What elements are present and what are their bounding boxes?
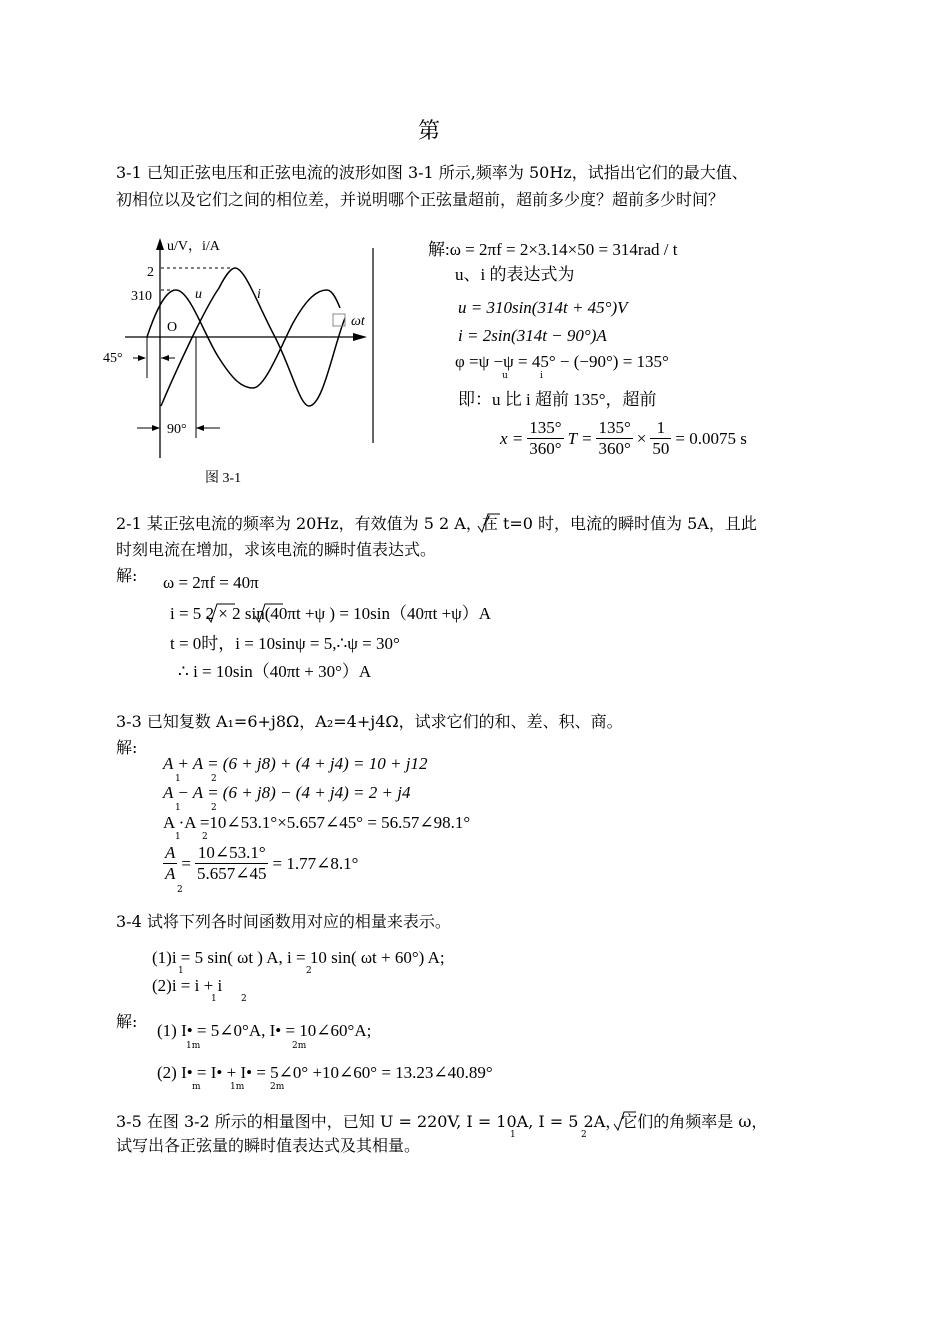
sub-2m-a: 2m	[292, 1041, 307, 1051]
frac-2	[596, 418, 632, 459]
sol-3-1-phase-diff: φ =ψ −ψ = 45° − (−90°) = 135°	[455, 352, 669, 371]
mid-T: T =	[567, 428, 593, 448]
quot-den: 5.657∠45	[196, 864, 267, 883]
sub-g1: 1	[211, 994, 217, 1004]
frac-1-den: 360°	[529, 439, 562, 458]
problem-2-1-line2: 时刻电流在增加，求该电流的瞬时值表达式。	[116, 540, 437, 559]
problem-2-1-line1: 2-1 某正弦电流的频率为 20Hz，有效值为 5 2 A，在 t=0 时，电流的瞬时值为 5A，且此	[116, 514, 757, 533]
sub-g2: 2	[241, 994, 247, 1004]
sub-1b: 1	[175, 803, 181, 813]
sol-3-1-intro: u、i 的表达式为	[455, 265, 575, 284]
figure-3-1	[95, 228, 395, 493]
quot-num: 10∠53.1°	[195, 843, 269, 864]
sol-2-1-eq3: t = 0时，i = 10sinψ = 5,∴ψ = 30°	[170, 634, 400, 653]
time-result: = 0.0075 s	[675, 428, 747, 448]
x-lhs: x =	[500, 428, 524, 448]
quot-lhs-num: A	[165, 843, 176, 862]
frac-2-den: 360°	[598, 439, 631, 458]
sub-m: m	[192, 1082, 201, 1092]
sub-2m-b: 2m	[270, 1082, 285, 1092]
sol-3-1-omega: 解:ω = 2πf = 2×3.14×50 = 314rad / t	[428, 240, 678, 259]
sqrt-mark-2-1	[476, 512, 502, 536]
sol-2-1-eq1: ω = 2πf = 40π	[163, 573, 259, 592]
sol-2-1-eq2: i = 5 2 × 2 sin(40πt +ψ ) = 10sin（40πt +ψ）A	[170, 604, 492, 623]
p34-given2: (2)i = i + i	[152, 976, 223, 995]
y-axis-arrow	[156, 238, 164, 250]
sol-3-3-label: 解:	[116, 738, 138, 757]
sol-3-1-i-eq: i = 2sin(314t − 90°)A	[458, 326, 607, 345]
sol-3-1-lead: 即：u 比 i 超前 135°，超前	[458, 390, 657, 409]
axis-label: u/V，i/A	[167, 239, 220, 254]
sub-1a: 1	[175, 774, 181, 784]
sol-3-1-time-eq	[500, 418, 747, 459]
frac-1-num: 135°	[529, 418, 562, 437]
sol-3-3-diff: A − A = (6 + j8) − (4 + j4) = 2 + j4	[163, 783, 411, 802]
wt-label: ωt	[351, 314, 365, 329]
sub-1c: 1	[175, 832, 181, 842]
p34-ans1: (1) I• = 5∠0°A, I• = 10∠60°A;	[157, 1021, 372, 1040]
frac-3-den: 50	[652, 439, 670, 458]
quot-lhs-den: A	[165, 864, 176, 883]
sub-1m-a: 1m	[186, 1041, 201, 1051]
sub-2c: 2	[202, 832, 208, 842]
problem-3-5-line2: 试写出各正弦量的瞬时值表达式及其相量。	[116, 1136, 421, 1155]
frac-1	[527, 418, 563, 459]
problem-3-1-line1: 3-1 已知正弦电压和正弦电流的波形如图 3-1 所示,频率为 50Hz，试指出它们的最大值、	[116, 163, 748, 182]
sol-3-3-sum: A + A = (6 + j8) + (4 + j4) = 10 + j12	[163, 754, 428, 773]
sol-3-4-label: 解:	[116, 1012, 138, 1031]
frac-3	[650, 418, 671, 459]
p34-given1: (1)i = 5 sin( ωt ) A, i = 10 sin( ωt + 60°) A;	[152, 948, 445, 967]
problem-3-1-line2: 初相位以及它们之间的相位差，并说明哪个正弦量超前，超前多少度？超前多少时间？	[116, 190, 725, 209]
origin-label: O	[167, 320, 178, 335]
i-label: i	[257, 287, 261, 302]
quot-frac	[195, 843, 269, 884]
tick-2: 2	[147, 265, 154, 280]
sol-3-1-u-eq: u = 310sin(314t + 45°)V	[458, 298, 628, 317]
angle-45-label: 45°	[103, 351, 123, 366]
quot-rhs: = 1.77∠8.1°	[272, 853, 359, 873]
page-title: 第	[418, 119, 441, 144]
figure-caption: 图 3-1	[205, 471, 242, 486]
sub-1m-b: 1m	[230, 1082, 245, 1092]
angle-90-label: 90°	[167, 422, 187, 437]
sol-3-3-quotient: $\frac{A}{A}$ = $\frac{10\angle 53.1^\circ}{5.657\angle 45}$ = 1.77∠8.1°	[165, 843, 359, 883]
sub-I2: 2	[581, 1130, 587, 1140]
problem-3-4-line1: 3-4 试将下列各时间函数用对应的相量来表示。	[116, 912, 451, 931]
sol-3-3-prod: A ·A =10∠53.1°×5.657∠45° = 56.57∠98.1°	[163, 813, 471, 832]
sub-2a: 2	[211, 774, 217, 784]
sub-2d: 2	[177, 885, 183, 895]
times-sign: ×	[636, 428, 647, 448]
sub-i: i	[540, 371, 543, 381]
quot-lhs	[163, 843, 177, 884]
tick-310: 310	[131, 289, 152, 304]
frac-2-num: 135°	[598, 418, 631, 437]
u-label: u	[195, 287, 202, 302]
x-axis-arrow	[353, 333, 367, 341]
sol-2-1-eq4: ∴ i = 10sin（40πt + 30°）A	[178, 662, 372, 681]
sub-I1: 1	[510, 1130, 516, 1140]
sub-i1: 1	[178, 966, 184, 976]
sub-i2: 2	[306, 966, 312, 976]
problem-3-5-line1: 3-5 在图 3-2 所示的相量图中，已知 U = 220V, I = 10A, I = 5 2A，它们的角频率是 ω，	[116, 1112, 768, 1131]
frac-3-num: 1	[650, 418, 671, 439]
sub-u: u	[502, 371, 508, 381]
p34-ans2: (2) I• = I• + I• = 5∠0° +10∠60° = 13.23∠40.89°	[157, 1063, 493, 1082]
sqrt-mark-3-5	[612, 1110, 638, 1134]
problem-3-3-line1: 3-3 已知复数 A₁=6+j8Ω，A₂=4+j4Ω，试求它们的和、差、积、商。	[116, 712, 623, 731]
sub-2b: 2	[211, 803, 217, 813]
sol-2-1-label: 解:	[116, 566, 138, 585]
sqrt-marks-2-1	[205, 602, 295, 626]
